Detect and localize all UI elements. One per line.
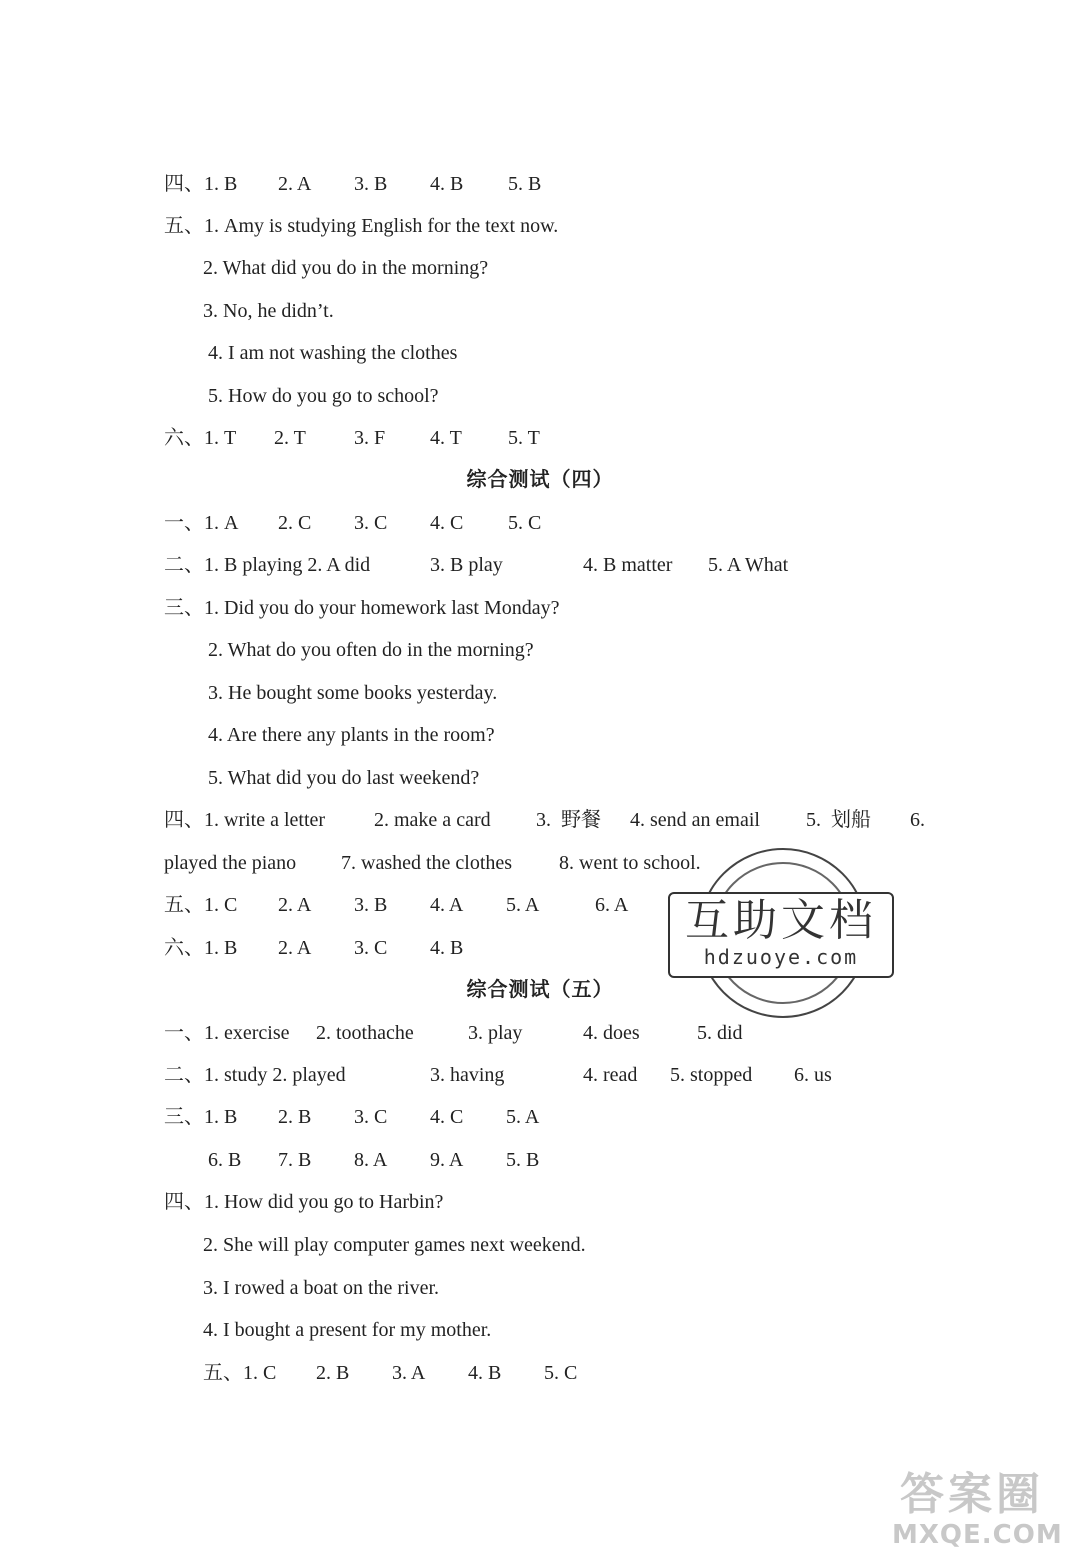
answer-item: 6. us — [794, 1064, 832, 1086]
answer-item: 7. B — [278, 1149, 312, 1171]
answer-item: 3. play — [468, 1022, 523, 1044]
answer-item: 3. He bought some books yesterday. — [208, 682, 498, 704]
answer-item: 4. C — [430, 512, 464, 534]
answer-item: 4. send an email — [630, 809, 760, 831]
stamp-url-text: hdzuoye.com — [703, 945, 859, 969]
answer-item: 4. does — [583, 1022, 640, 1044]
answer-item: 5. B — [508, 173, 542, 195]
answer-item: 5. C — [544, 1362, 578, 1384]
answer-item: 5. A — [506, 894, 540, 916]
corner-logo — [880, 1470, 1076, 1558]
answer-item: 四、1. write a letter — [164, 809, 326, 831]
answer-item: 8. went to school. — [559, 852, 701, 874]
answer-item: 五、1. Amy is studying English for the text now. — [164, 215, 559, 237]
answer-item: 4. B — [430, 937, 464, 959]
answer-item: 5. B — [506, 1149, 540, 1171]
answer-item: 一、1. A — [164, 512, 239, 534]
answer-item: 3. A — [392, 1362, 426, 1384]
answer-item: 6. — [910, 809, 925, 831]
answer-item: 三、1. B — [164, 1106, 238, 1128]
answer-item: 2. C — [278, 512, 312, 534]
answer-item: 4. Are there any plants in the room? — [208, 724, 495, 746]
answer-item: 4. A — [430, 894, 464, 916]
answer-item: 4. read — [583, 1064, 638, 1086]
answer-item: 5. How do you go to school? — [208, 385, 439, 407]
answer-item: 六、1. B — [164, 937, 238, 959]
answer-item: 4. T — [430, 427, 462, 449]
answer-item: 6. B — [208, 1149, 242, 1171]
section-heading: 综合测试（四） — [466, 469, 614, 491]
answer-item: 2. make a card — [374, 809, 491, 831]
corner-logo-url: MXQE.COM — [892, 1520, 1063, 1550]
answer-item: 2. B — [278, 1106, 312, 1128]
stamp-chinese-text: 互助文档 — [685, 895, 877, 946]
answer-item: 五、1. C — [164, 894, 238, 916]
answer-item: 2. A — [278, 894, 312, 916]
answer-item: 5. A — [506, 1106, 540, 1128]
answer-item: 3. C — [354, 512, 388, 534]
answer-item: 4. B — [430, 173, 464, 195]
answer-item: 3. F — [354, 427, 386, 449]
answer-item: 4. C — [430, 1106, 464, 1128]
answer-item: 5. did — [697, 1022, 743, 1044]
answer-item: 5. A What — [708, 554, 789, 576]
answer-item: 3. 野餐 — [536, 809, 601, 831]
answer-item: 6. A — [595, 894, 629, 916]
answer-item: 4. B — [468, 1362, 502, 1384]
answer-item: 5. 划船 — [806, 809, 871, 831]
answer-item: 2. B — [316, 1362, 350, 1384]
answer-item: 2. She will play computer games next weekend. — [203, 1234, 586, 1256]
watermark-stamp — [668, 848, 894, 1020]
answer-item: 4. I bought a present for my mother. — [203, 1319, 492, 1341]
answer-item: 3. C — [354, 937, 388, 959]
answer-item: 四、1. B — [164, 173, 238, 195]
answer-item: 3. having — [430, 1064, 505, 1086]
answer-item: 2. What did you do in the morning? — [203, 257, 489, 279]
answer-item: 3. I rowed a boat on the river. — [203, 1277, 440, 1299]
section-heading: 综合测试（五） — [466, 979, 614, 1001]
corner-logo-chinese: 答案圈 — [900, 1469, 1044, 1520]
answer-item: 三、1. Did you do your homework last Monday? — [164, 597, 560, 619]
answer-item: 2. T — [274, 427, 306, 449]
answer-item: 2. A — [278, 937, 312, 959]
answer-item: 8. A — [354, 1149, 388, 1171]
answer-item: 六、1. T — [164, 427, 237, 449]
answer-item: 3. B play — [430, 554, 503, 576]
answer-item: 五、1. C — [203, 1362, 277, 1384]
answer-item: 2. A — [278, 173, 312, 195]
answer-item: 5. C — [508, 512, 542, 534]
answer-item: 4. B matter — [583, 554, 673, 576]
answer-item: 5. T — [508, 427, 540, 449]
answer-item: 2. toothache — [316, 1022, 414, 1044]
answer-item: 3. B — [354, 173, 388, 195]
answer-item: 3. No, he didn’t. — [203, 300, 334, 322]
answer-item: 4. I am not washing the clothes — [208, 342, 458, 364]
answer-item: 3. C — [354, 1106, 388, 1128]
answer-item: 四、1. How did you go to Harbin? — [164, 1191, 444, 1213]
answer-item: 2. What do you often do in the morning? — [208, 639, 534, 661]
answer-item: 二、1. study 2. played — [164, 1064, 346, 1086]
answer-item: played the piano — [164, 852, 297, 874]
answer-item: 7. washed the clothes — [341, 852, 513, 874]
answer-item: 5. stopped — [670, 1064, 753, 1086]
answer-item: 3. B — [354, 894, 388, 916]
answer-item: 9. A — [430, 1149, 464, 1171]
answer-item: 一、1. exercise — [164, 1022, 290, 1044]
answer-item: 二、1. B playing 2. A did — [164, 554, 371, 576]
answer-item: 5. What did you do last weekend? — [208, 767, 480, 789]
